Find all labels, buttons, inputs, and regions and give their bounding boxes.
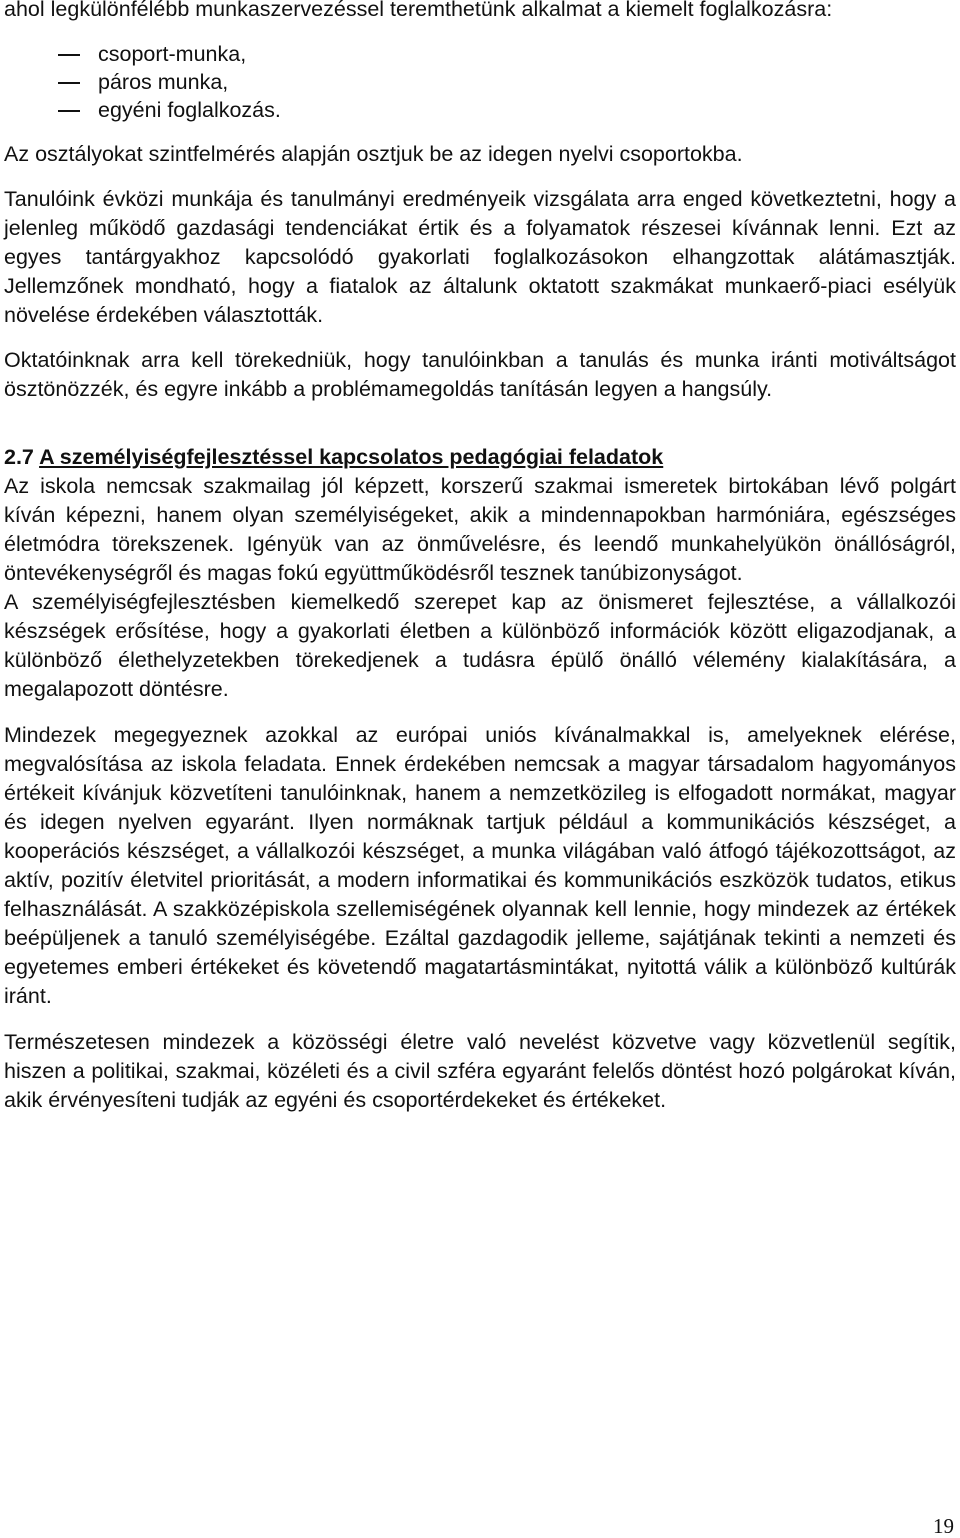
section-title: A személyiségfejlesztéssel kapcsolatos pedagógiai feladatok <box>39 445 664 469</box>
list-item <box>4 68 956 96</box>
paragraph-eu-values: Mindezek megegyeznek azokkal az európai uniós kívánalmakkal is, amelyeknek elérése, megvalósítása az iskola feladata. Ennek érdekében nemcsak a magyar társadalom hagyományos értékeit kívánjuk közvetíteni tanulóinknak, hanem a nemzetközileg is elfogadott normákat, magyar és idegen nyelven egyaránt. Ilyen normáknak tartjuk például a kommunikációs készséget, a kooperációs készséget, a vállalkozói készséget, a munka világában való átfogó tájékozottságot, az aktív, pozitív életvitel prioritását, a modern informatikai és kommunikációs eszközök tudatos, etikus felhasználását. A szakközépiskola szellemiségének olyannak kell lennie, hogy mindezek az értékek beépüljenek a tanuló személyiségébe. Ezáltal gazdagodik jelleme, sajátjának tekinti a nemzeti és egyetemes emberi értékeket és követendő magatartásmintákat, nyitottá válik a különböző kultúrák iránt. <box>4 723 956 1008</box>
list-item-text: egyéni foglalkozás. <box>98 98 281 122</box>
section-heading <box>4 442 956 472</box>
dash-bullet-icon <box>58 82 80 84</box>
list-item-text: páros munka, <box>98 70 229 94</box>
bullet-list <box>4 40 956 124</box>
paragraph-community: Természetesen mindezek a közösségi életre való nevelést közvetve vagy közvetlenül segítik, hiszen a politikai, szakmai, közéleti és a civil szféra egyaránt felelős döntést hozó polgárokat kíván, akik érvényesíteni tudják az egyéni és csoportérdekeket és értékeket. <box>4 1030 956 1112</box>
dash-bullet-icon <box>58 110 80 112</box>
list-item-text: csoport-munka, <box>98 42 247 66</box>
list-item <box>4 40 956 68</box>
paragraph-grouping: Az osztályokat szintfelmérés alapján osztjuk be az idegen nyelvi csoportokba. <box>4 142 743 166</box>
dash-bullet-icon <box>58 54 80 56</box>
page-number: 19 <box>933 1514 954 1538</box>
document-page <box>4 0 956 1115</box>
intro-paragraph: ahol legkülönfélébb munkaszervezéssel teremthetünk alkalmat a kiemelt foglalkozásra: <box>4 0 833 21</box>
paragraph-school-goals: Az iskola nemcsak szakmailag jól képzett, korszerű szakmai ismeretek birtokában lévő polgárt kíván képezni, hanem olyan személyiségeket, akik a mindennapokban harmóniára, egészséges életmódra törekszenek. Igényük van az önművelésre, és leendő munkahelyükön önállóságról, öntevékenységről és magas fokú együttműködésről tesznek tanúbizonyságot. <box>4 474 956 585</box>
list-item <box>4 96 956 124</box>
section-number: 2.7 <box>4 445 34 469</box>
paragraph-personality: A személyiségfejlesztésben kiemelkedő szerepet kap az önismeret fejlesztése, a vállalkozói készségek erősítése, hogy a gyakorlati életben a különböző információk között eligazodjanak, a különböző élethelyzetekben törekedjenek a tudásra épülő önálló vélemény kialakítására, a megalapozott döntésre. <box>4 590 956 701</box>
paragraph-teachers: Oktatóinknak arra kell törekedniük, hogy tanulóinkban a tanulás és munka iránti motiváltságot ösztönözzék, és egyre inkább a problémamegoldás tanításán legyen a hangsúly. <box>4 348 956 401</box>
paragraph-student-work: Tanulóink évközi munkája és tanulmányi eredményeik vizsgálata arra enged következtetni, hogy a jelenleg működő gazdasági tendenciákat értik és a folyamatok részesei kívánnak lenni. Ezt az egyes tantárgyakhoz kapcsolódó gyakorlati foglalkozásokon elhangzottak alátámasztják. Jellemzőnek mondható, hogy a fiatalok az általunk oktatott szakmákat munkaerő-piaci esélyük növelése érdekében választották. <box>4 187 956 327</box>
